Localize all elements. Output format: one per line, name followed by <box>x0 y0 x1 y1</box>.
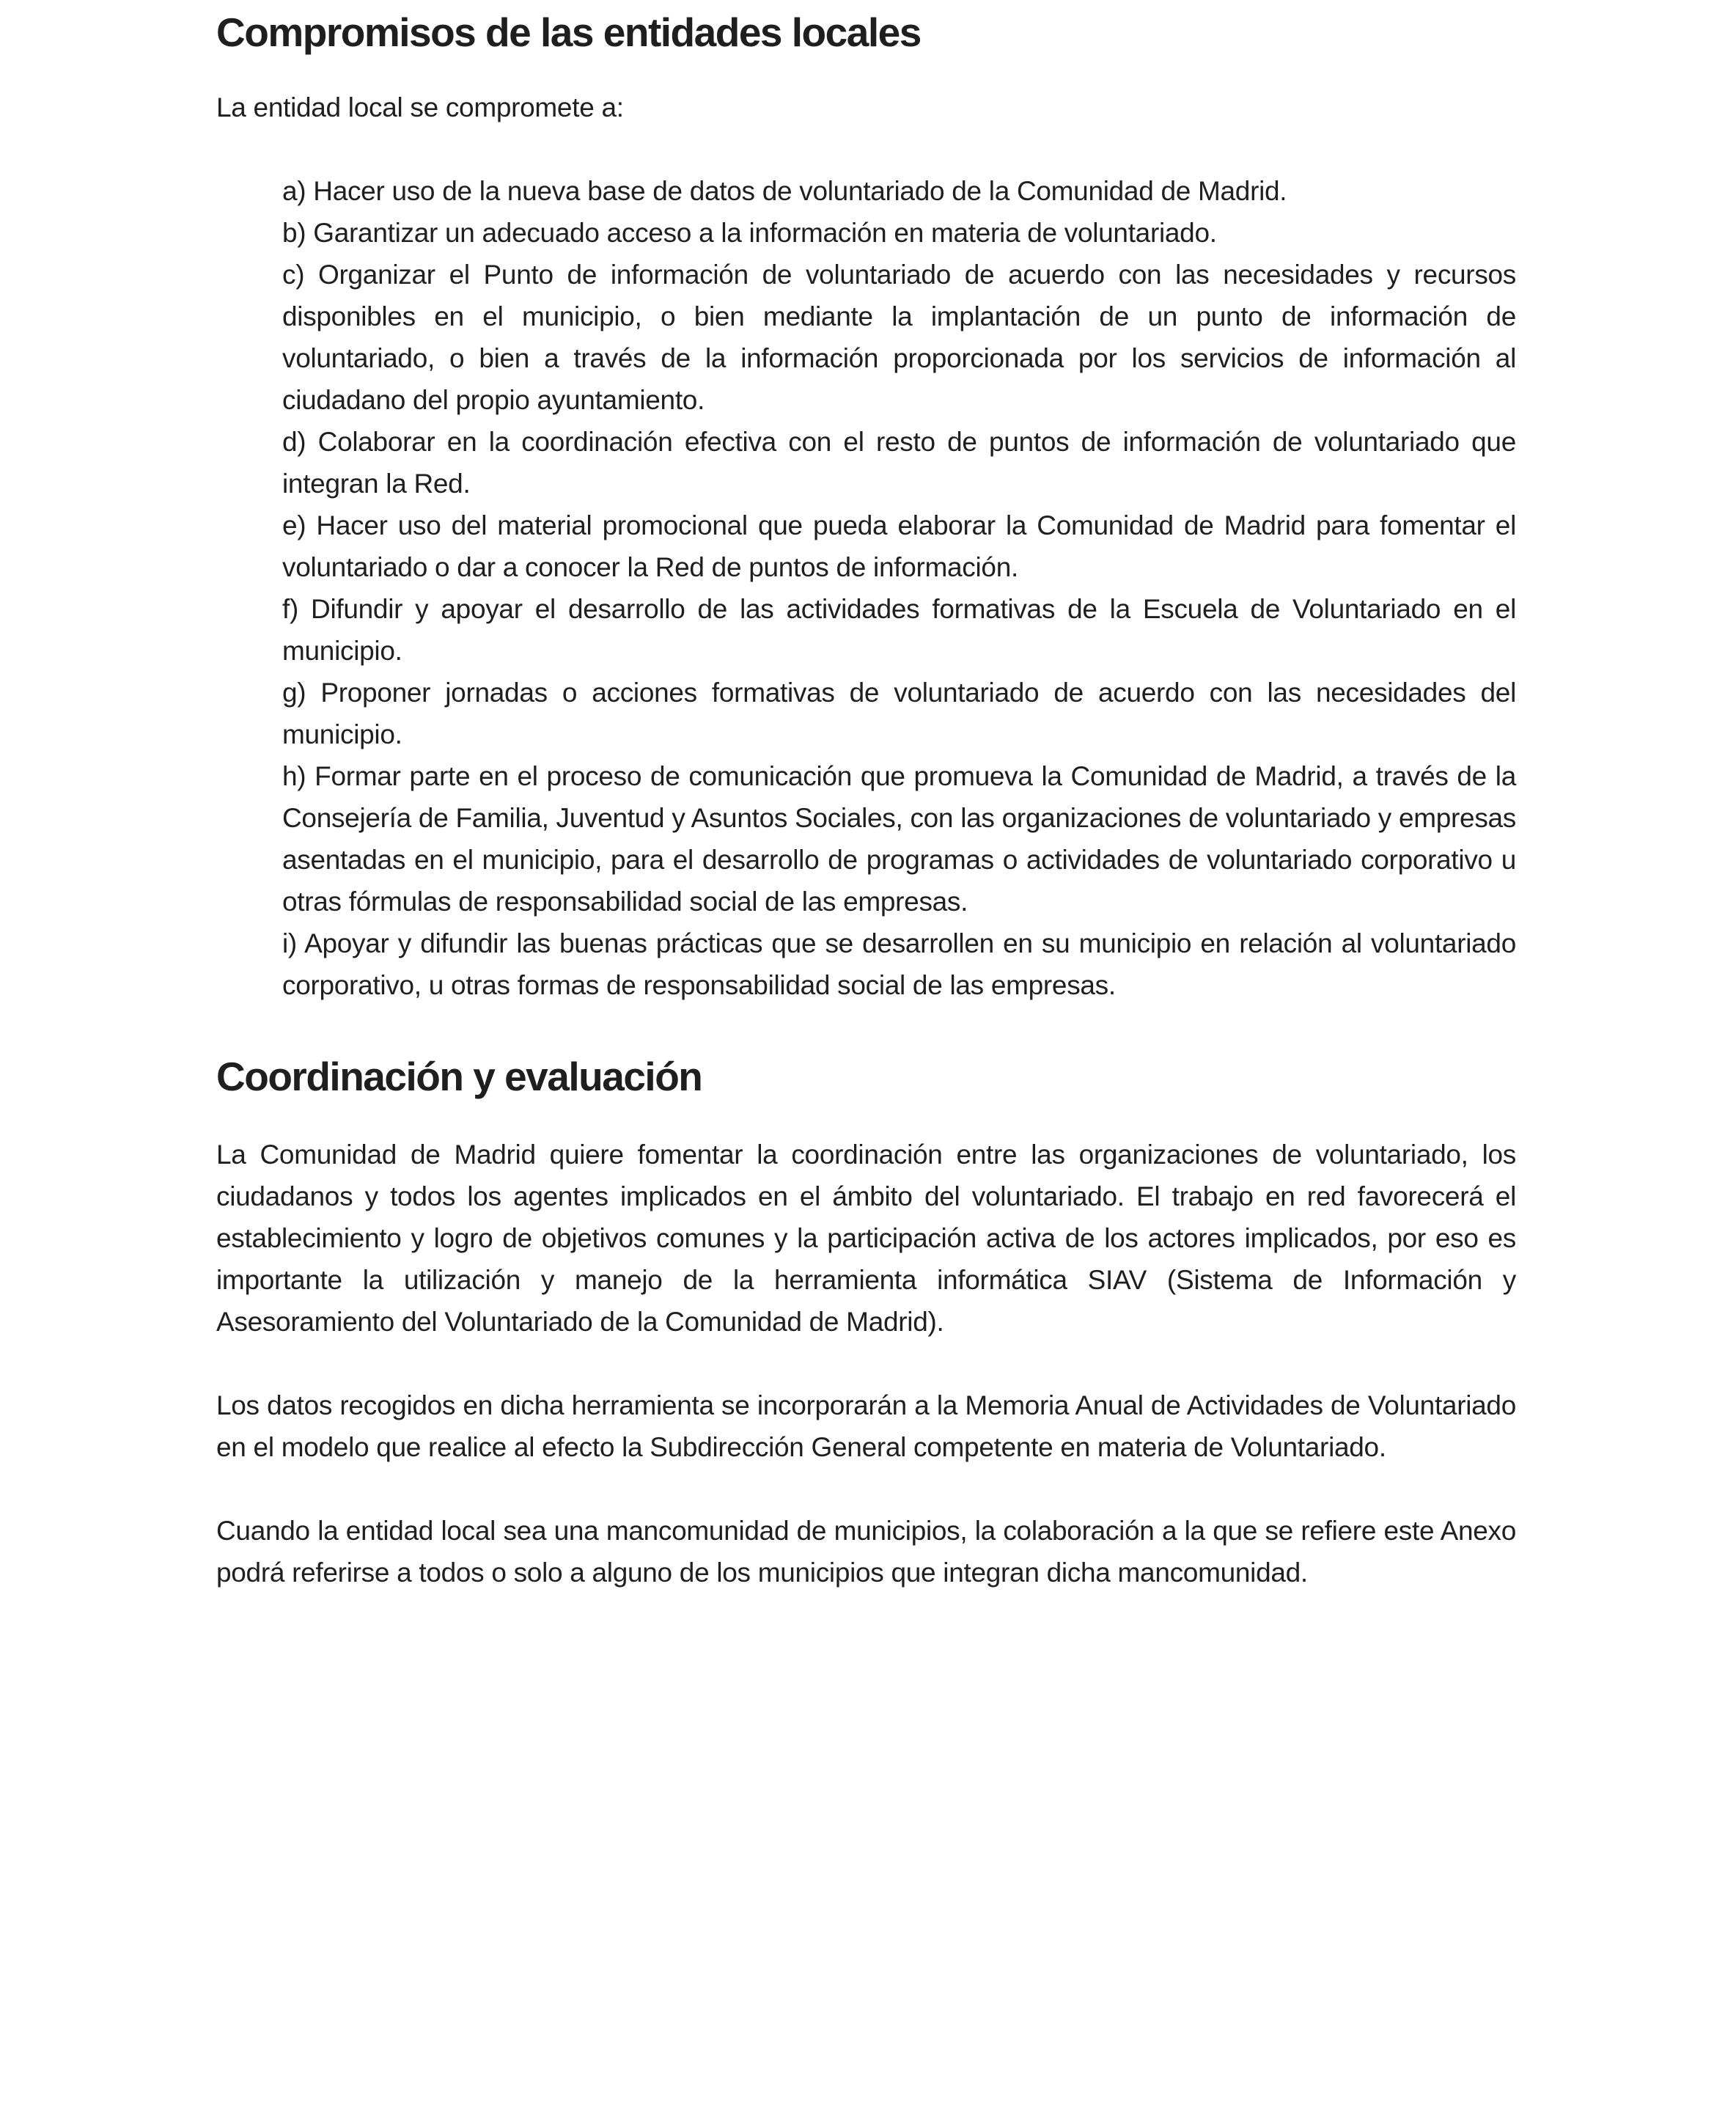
list-item-f: f) Difundir y apoyar el desarrollo de las actividades formativas de la Escuela de Voluntariado en el municipio. <box>282 594 1516 666</box>
list-item-b: b) Garantizar un adecuado acceso a la información en materia de voluntariado. <box>282 218 1217 248</box>
heading-coordinacion: Coordinación y evaluación <box>216 1054 702 1099</box>
list-item-e: e) Hacer uso del material promocional que pueda elaborar la Comunidad de Madrid para fomentar el voluntariado o dar a conocer la Red de puntos de información. <box>282 510 1516 582</box>
intro-text: La entidad local se compromete a: <box>216 92 624 122</box>
paragraph-coordinacion-3: Cuando la entidad local sea una mancomunidad de municipios, la colaboración a la que se refiere este Anexo podrá referirse a todos o solo a alguno de los municipios que integran dicha mancomunidad. <box>216 1516 1516 1588</box>
list-item-i: i) Apoyar y difundir las buenas prácticas que se desarrollen en su municipio en relación al voluntariado corporativo, u otras formas de responsabilidad social de las empresas. <box>282 928 1516 1000</box>
list-item-g: g) Proponer jornadas o acciones formativas de voluntariado de acuerdo con las necesidades del municipio. <box>282 678 1516 749</box>
paragraph-coordinacion-1: La Comunidad de Madrid quiere fomentar la coordinación entre las organizaciones de voluntariado, los ciudadanos y todos los agentes implicados en el ámbito del voluntariado. El trabajo en red favorecerá el establecimiento y logro de objetivos comunes y la participación activa de los actores implicados, por eso es importante la utilización y manejo de la herramienta informática SIAV (Sistema de Información y Asesoramiento del Voluntariado de la Comunidad de Madrid). <box>216 1140 1516 1337</box>
commitments-list <box>282 170 1516 1006</box>
list-item-c: c) Organizar el Punto de información de voluntariado de acuerdo con las necesidades y recursos disponibles en el municipio, o bien mediante la implantación de un punto de información de voluntariado, o bien a través de la información proporcionada por los servicios de información al ciudadano del propio ayuntamiento. <box>282 260 1516 415</box>
heading-compromisos: Compromisos de las entidades locales <box>216 10 921 55</box>
paragraph-coordinacion-2: Los datos recogidos en dicha herramienta se incorporarán a la Memoria Anual de Actividades de Voluntariado en el modelo que realice al efecto la Subdirección General competente en materia de Voluntariado. <box>216 1390 1516 1462</box>
list-item-a: a) Hacer uso de la nueva base de datos de voluntariado de la Comunidad de Madrid. <box>282 176 1287 206</box>
list-item-d: d) Colaborar en la coordinación efectiva con el resto de puntos de información de voluntariado que integran la Red. <box>282 427 1516 499</box>
list-item-h: h) Formar parte en el proceso de comunicación que promueva la Comunidad de Madrid, a través de la Consejería de Familia, Juventud y Asuntos Sociales, con las organizaciones de voluntariado y empresas asentadas en el municipio, para el desarrollo de programas o actividades de voluntariado corporativo u otras fórmulas de responsabilidad social de las empresas. <box>282 761 1516 917</box>
